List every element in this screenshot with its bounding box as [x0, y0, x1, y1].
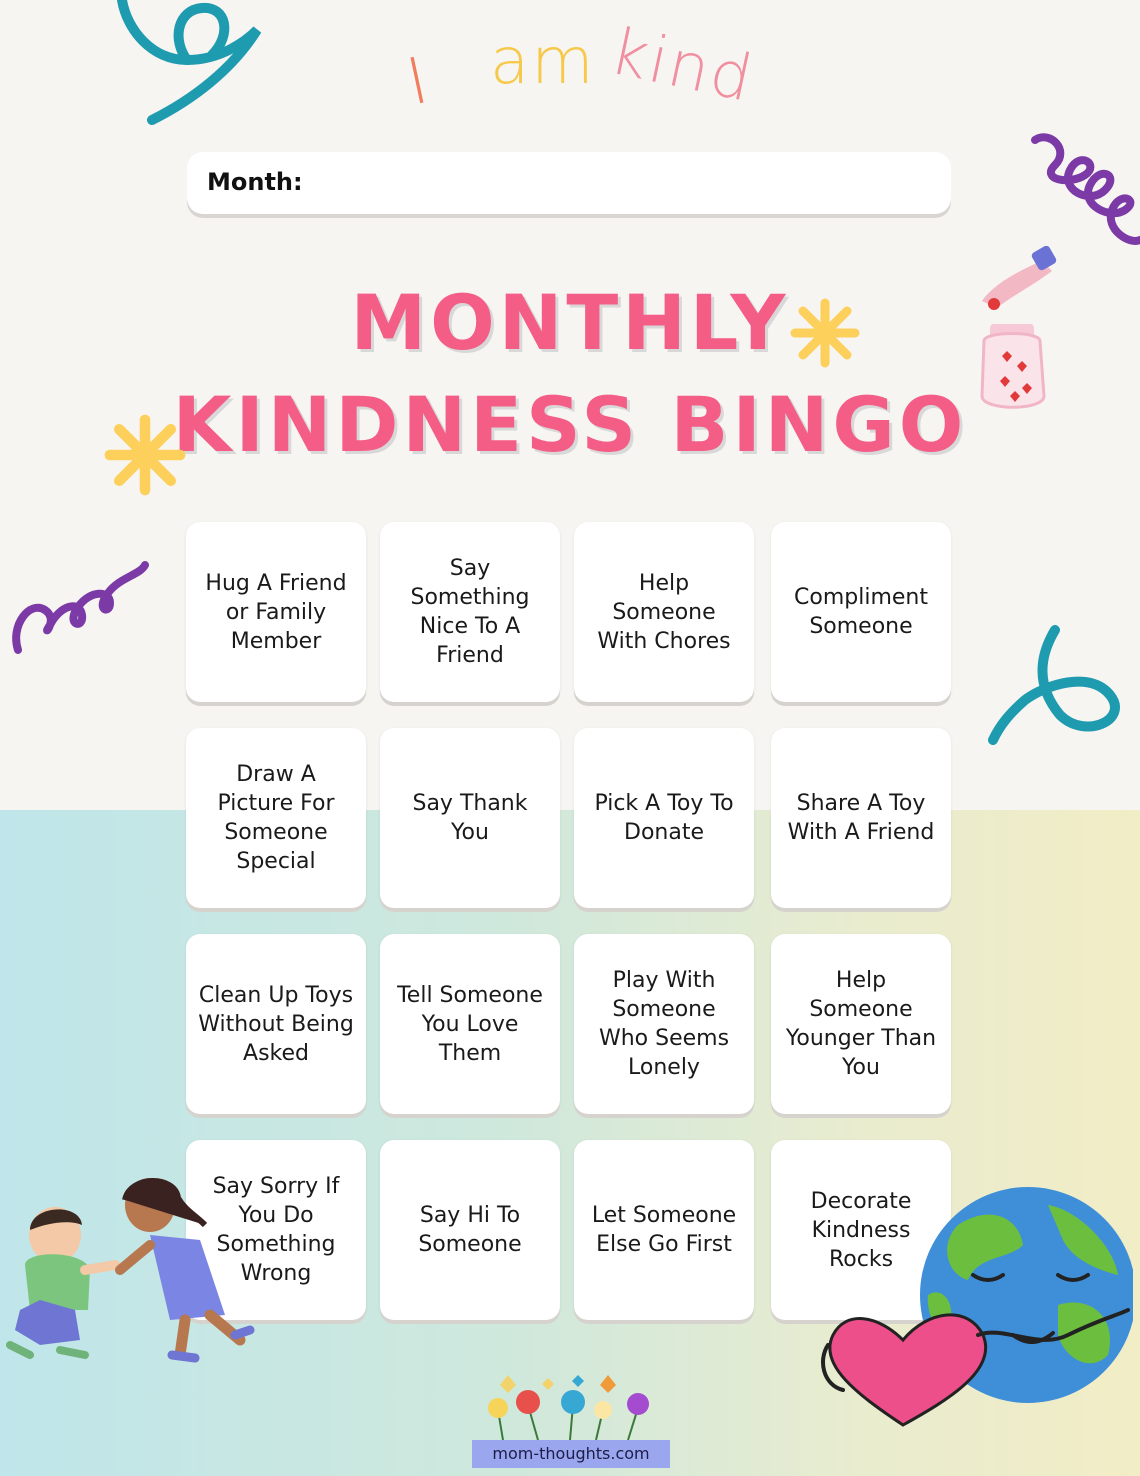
bingo-cell[interactable]: [186, 728, 366, 908]
bingo-cell[interactable]: [380, 522, 560, 702]
bingo-cell[interactable]: [574, 934, 754, 1114]
bingo-cell-label: Say Thank You: [412, 791, 528, 845]
headline-word-i: I: [400, 43, 437, 121]
bingo-cell[interactable]: [771, 728, 951, 908]
bingo-cell[interactable]: [186, 522, 366, 702]
bingo-cell-label: Compliment Someone: [794, 585, 928, 639]
bingo-cell[interactable]: [186, 934, 366, 1114]
bingo-cell[interactable]: [574, 728, 754, 908]
headline-word-kind: kind: [603, 14, 761, 118]
site-credit: mom-thoughts.com: [472, 1440, 670, 1468]
star-decoration: [104, 414, 186, 496]
bingo-cell[interactable]: [380, 1140, 560, 1320]
purple-squiggle-decoration: [10, 545, 150, 655]
purple-squiggle-decoration: [1030, 130, 1140, 260]
bingo-cell-label: Clean Up Toys Without Being Asked: [198, 982, 354, 1066]
flowers-illustration: [478, 1370, 664, 1440]
bingo-cell[interactable]: [380, 728, 560, 908]
children-illustration: [0, 1170, 270, 1370]
bingo-cell-label: Decorate Kindness Rocks: [810, 1188, 912, 1272]
bingo-cell-label: Draw A Picture For Someone Special: [217, 762, 335, 874]
bingo-cell-label: Say Something Nice To A Friend: [410, 556, 530, 668]
bingo-cell-label: Say Sorry If You Do Something Wrong: [212, 1174, 340, 1286]
bingo-cell-label: Let Someone Else Go First: [591, 1203, 737, 1257]
bingo-cell[interactable]: [771, 934, 951, 1114]
teal-squiggle-decoration: [985, 625, 1135, 745]
earth-heart-illustration: [818, 1185, 1133, 1455]
page-title-line2: KINDNESS BINGO: [172, 380, 968, 469]
bingo-cell-label: Say Hi To Someone: [418, 1203, 522, 1257]
bingo-cell-label: Play With Someone Who Seems Lonely: [598, 968, 730, 1080]
bingo-cell[interactable]: [574, 1140, 754, 1320]
star-decoration: [790, 298, 860, 368]
headline: [0, 14, 1140, 130]
headline-word-am: am: [490, 25, 596, 99]
bingo-cell[interactable]: [380, 934, 560, 1114]
page-title-line1: MONTHLY: [350, 278, 790, 367]
bingo-cell-label: Help Someone With Chores: [597, 570, 731, 654]
bingo-cell-label: Tell Someone You Love Them: [397, 982, 543, 1066]
bingo-cell[interactable]: [574, 522, 754, 702]
month-field[interactable]: [187, 152, 951, 214]
bingo-cell-label: Pick A Toy To Donate: [594, 791, 734, 845]
bingo-cell-label: Share A Toy With A Friend: [787, 791, 935, 845]
bingo-cell-label: Help Someone Younger Than You: [785, 968, 937, 1080]
bingo-cell[interactable]: [771, 522, 951, 702]
bingo-cell-label: Hug A Friend or Family Member: [205, 570, 347, 654]
month-label: Month:: [207, 168, 303, 196]
